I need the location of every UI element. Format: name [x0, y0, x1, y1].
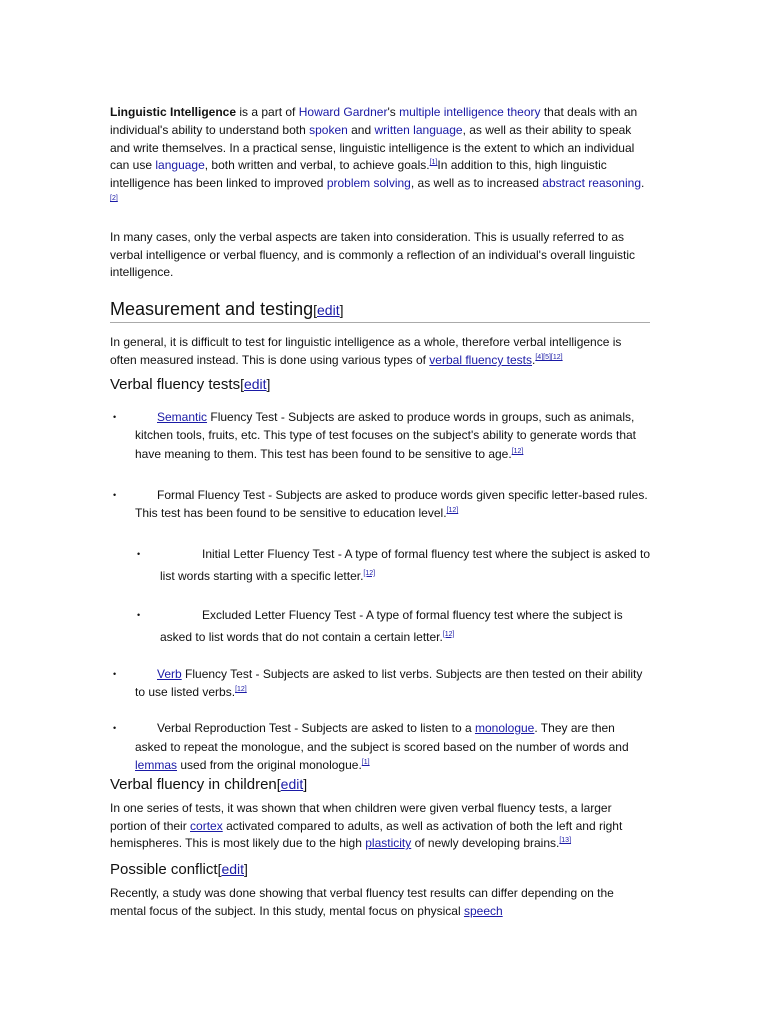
link-language[interactable]: language [155, 158, 205, 173]
section-heading-possible-conflict [110, 860, 650, 879]
reference-link[interactable]: [12] [442, 630, 455, 638]
text: In one series of tests, it was shown that when children were given verbal fluency tests, a larger portion of their [110, 800, 612, 833]
reference-12 [363, 570, 375, 577]
reference-link[interactable]: [12] [363, 569, 376, 577]
bracket: [ [217, 861, 222, 878]
edit-link[interactable]: edit [280, 775, 304, 792]
reference-13 [559, 837, 571, 844]
text: . [532, 352, 536, 367]
reference-link[interactable]: [4][5][12] [535, 353, 563, 361]
list-item-semantic [110, 408, 650, 464]
link-written-language[interactable]: written language [374, 122, 463, 137]
conflict-paragraph [110, 885, 650, 921]
children-paragraph [110, 800, 650, 853]
bullet: • [113, 411, 117, 422]
bracket: ] [339, 302, 344, 319]
reference-link[interactable]: [2] [110, 194, 118, 202]
text: Fluency Test - Subjects are asked to list verbs. Subjects are then tested on their ability to use listed verbs. [135, 666, 643, 700]
list-item-excluded-letter [110, 604, 650, 648]
text: , as well as to increased [410, 176, 543, 191]
reference-12 [235, 686, 247, 693]
heading-text: Measurement and testing [110, 299, 314, 320]
list-item-verbal-reproduction [110, 719, 650, 775]
section-heading-measurement [110, 298, 650, 323]
link-abstract-reasoning[interactable]: abstract reasoning [542, 176, 641, 191]
link-lemmas[interactable]: lemmas [135, 758, 178, 773]
references [535, 354, 562, 361]
text: used from the original monologue. [177, 758, 362, 773]
text: that deals with an individual's ability to understand both [110, 105, 638, 137]
text: Excluded Letter Fluency Test - A type of formal fluency test where the subject is asked to list words that do not contain a certain letter. [160, 607, 623, 644]
section-heading-verbal-fluency-tests [110, 375, 650, 394]
heading-text: Verbal fluency in children [110, 775, 277, 793]
reference-link[interactable]: [12] [511, 447, 524, 455]
reference-link[interactable]: [12] [235, 686, 247, 694]
list-item-initial-letter [110, 543, 650, 587]
text: In general, it is difficult to test for linguistic intelligence as a whole, therefore verbal intelligence is often measured instead. This is done using various types of [110, 335, 622, 367]
link-verb[interactable]: Verb [157, 666, 182, 681]
text: , as well as their ability to speak and write themselves. In a practical sense, linguistic intelligence is the extent to which an individual can use [110, 122, 635, 173]
text: activated compared to adults, as well as activation of both the left and right hemispheres. This is most likely due to the high [110, 818, 623, 851]
link-multiple-intelligence-theory[interactable]: multiple intelligence theory [399, 105, 541, 119]
heading-text: Verbal fluency tests [110, 375, 241, 393]
text: . They are then asked to repeat the monologue, and the subject is scored based on the number of words and [135, 720, 629, 754]
intro-paragraph-2: In many cases, only the verbal aspects are taken into consideration. This is usually referred to as verbal intelligence or verbal fluency, and is commonly a reflection of an individual's overall linguistic intelligence. [110, 229, 635, 280]
link-semantic[interactable]: Semantic [157, 409, 208, 424]
text: Verbal Reproduction Test - Subjects are asked to listen to a [157, 720, 475, 735]
reference-link[interactable]: [12] [446, 507, 459, 515]
intro-paragraph [110, 104, 650, 211]
bullet: • [137, 609, 141, 620]
edit-section-link [218, 861, 248, 877]
edit-link[interactable]: edit [243, 375, 267, 392]
reference-12 [443, 631, 455, 638]
link-plasticity[interactable]: plasticity [365, 836, 412, 851]
text: Formal Fluency Test - Subjects are asked to produce words given specific letter-based rules. This test has been found to be sensitive to education level. [135, 487, 648, 521]
bracket: [ [240, 375, 244, 392]
edit-section-link [313, 302, 343, 318]
text: is a part of [236, 105, 299, 119]
link-howard-gardner[interactable]: Howard Gardner [298, 105, 388, 119]
link-speech[interactable]: speech [463, 903, 503, 918]
measurement-paragraph [110, 334, 650, 370]
section-heading-verbal-fluency-in-children [110, 775, 650, 794]
reference-link[interactable]: [13] [559, 837, 572, 845]
text: . [641, 176, 645, 191]
bullet: • [113, 668, 117, 679]
reference-12 [512, 448, 524, 455]
link-cortex[interactable]: cortex [190, 818, 223, 833]
reference-link[interactable]: [1] [429, 159, 438, 167]
link-spoken[interactable]: spoken [309, 122, 348, 137]
text: 's [387, 105, 400, 119]
bracket: ] [266, 375, 271, 392]
reference-link[interactable]: [1] [361, 759, 370, 767]
text: and [347, 122, 375, 137]
edit-section-link [240, 376, 270, 392]
link-problem-solving[interactable]: problem solving [326, 176, 411, 191]
article-subject-bold: Linguistic Intelligence [110, 105, 237, 119]
edit-link[interactable]: edit [317, 302, 340, 319]
bracket: [ [313, 302, 318, 319]
text: Fluency Test - Subjects are asked to produce words in groups, such as animals, kitchen tools, fruits, etc. This type of test focuses on the subject's ability to generate words that have meaning to them. This test has been found to be sensitive to age. [135, 409, 636, 461]
text: Recently, a study was done showing that verbal fluency test results can differ depending on the mental focus of the subject. In this study, mental focus on physical [110, 886, 614, 918]
bullet: • [137, 548, 141, 559]
reference-1 [362, 759, 370, 766]
bracket: ] [303, 775, 308, 792]
reference-2 [110, 195, 118, 202]
list-item-formal [110, 486, 650, 523]
text: Initial Letter Fluency Test - A type of formal fluency test where the subject is asked to list words starting with a specific letter. [160, 546, 651, 583]
bracket: [ [276, 775, 281, 792]
edit-section-link [277, 776, 307, 792]
text: In addition to this, high linguistic intelligence has been linked to improved [110, 158, 607, 191]
bullet: • [113, 489, 117, 500]
edit-link[interactable]: edit [221, 861, 245, 878]
reference-12 [447, 507, 459, 514]
text: , both written and verbal, to achieve goals. [204, 158, 430, 173]
bracket: ] [244, 861, 248, 878]
text: of newly developing brains. [411, 836, 560, 851]
link-monologue[interactable]: monologue [474, 720, 535, 735]
bullet: • [113, 722, 117, 733]
link-verbal-fluency-tests[interactable]: verbal fluency tests [429, 352, 533, 367]
list-item-verb [110, 665, 650, 702]
article [110, 104, 650, 921]
heading-text: Possible conflict [110, 861, 218, 879]
